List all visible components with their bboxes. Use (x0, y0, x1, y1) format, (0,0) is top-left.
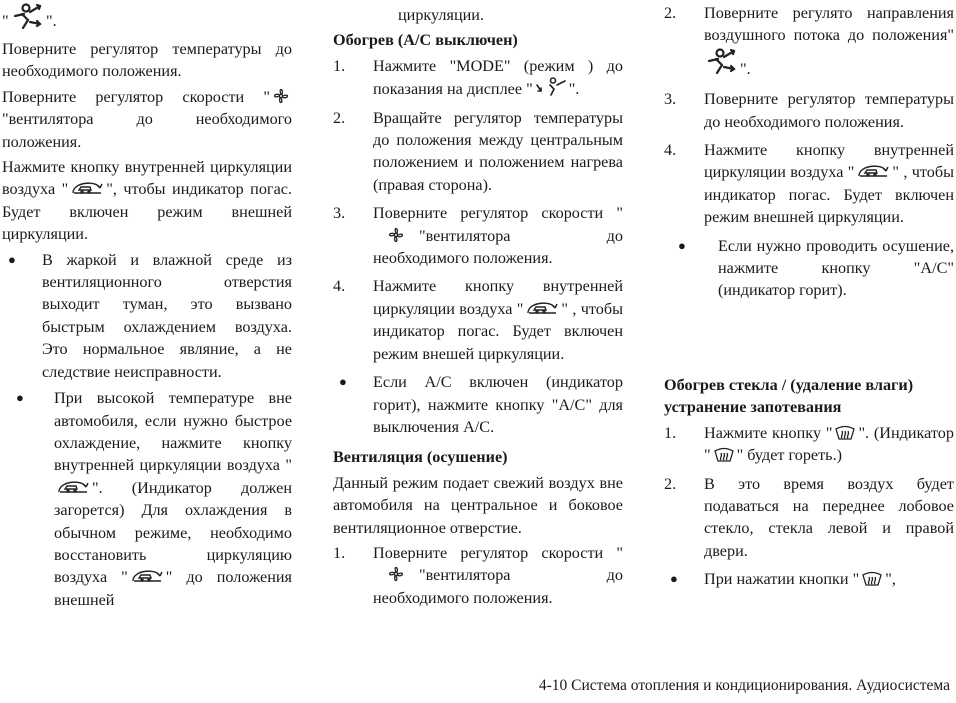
recirculation-icon (856, 162, 890, 180)
list-item (664, 422, 954, 467)
heading-ventilation: Вентиляция (осушение) (333, 448, 508, 467)
bullet-icon: ● (16, 390, 24, 406)
list-number: 2. (664, 474, 677, 493)
list-item (333, 371, 623, 438)
airflow-feet-icon (535, 77, 567, 97)
text: "вентилятора до необходимого положения. (2, 110, 292, 151)
list-number: 1. (333, 56, 346, 75)
list-item (664, 235, 954, 302)
fan-icon (272, 87, 290, 105)
bullet-icon: ● (8, 251, 16, 267)
list-number: 4. (333, 277, 346, 296)
text: "вентилятора до необходимого положения. (373, 226, 623, 268)
bullet-icon: ● (678, 237, 686, 253)
windshield-defrost-icon (713, 447, 735, 463)
list-item (333, 202, 623, 269)
paragraph-ventilation: Данный режим подает свежий воздух вне автомобиля на центральное и боковое вентиляционное отверстие. (333, 473, 623, 537)
bullet-icon: ● (670, 571, 678, 587)
text: " , чтобы индикатор погас. Будет включен режим внешей циркуляции. (373, 299, 623, 363)
page-footer: 4-10 Система отопления и кондиционирования. Аудиосистема (538, 677, 950, 694)
text: В жаркой и влажной среде из вентиляционного отверстия выходит туман, это вызвано быстрым охлаждением воздуха. Это нормальное являние, а не следствие неисправности. (42, 250, 292, 381)
airflow-face-feet-icon (706, 47, 738, 77)
text: При нажатии кнопки " (704, 570, 860, 589)
list-item (2, 387, 292, 611)
list-item (664, 473, 954, 563)
recirculation-icon (525, 299, 559, 317)
text: Нажмите кнопку " (704, 423, 833, 442)
recirculation-icon (56, 478, 90, 496)
list-number: 1. (333, 543, 346, 562)
list-item (333, 275, 623, 365)
recirculation-icon (130, 567, 164, 585)
text: Поверните регулятор скорости " (2, 87, 270, 106)
paragraph-recirc (2, 156, 292, 246)
text: " до положения внешней (54, 568, 292, 609)
text: Если A/C включен (индикатор горит), нажмите кнопку "A/C" для выключения A/C. (373, 373, 623, 436)
list-item (333, 107, 623, 197)
list-item (2, 249, 292, 383)
recirculation-icon (70, 179, 104, 197)
text: Поверните регулятор скорости " (373, 543, 623, 562)
text: ". (740, 59, 751, 78)
text: " , чтобы индикатор погас. Будет включен режим внешней циркуляции. (704, 163, 954, 227)
column-3 (664, 0, 954, 595)
list-item (664, 2, 954, 80)
icon-close-quote: ". (46, 12, 57, 30)
column-1: " ". Поверните регулятор температуры до необходимого положения. Поверните регулятор скорости " "вентилятора до необходимого положения. Нажмите кнопку внутренней циркуляции воздуха " ", чтобы индикатор погас. Будет включен режим внешней циркуляции. ● В жаркой и влажной среде из вентиляционного отверстия выходит туман, это вызвано быстрым охлаждением воздуха. Это нормальное являние, а не следствие неисправности. ● При высокой температуре вне автомобиля, если нужно быстрое охлаждение, нажмите кнопку внутренней циркуляции воздуха " ". (Индикатор должен загорется) Для охлаждения в обычном режиме, необходимо восстановить циркуляцию воздуха " " до положения внешней (2, 0, 292, 615)
text: В это время воздух будет подаваться на переднее лобовое стекло, стекла левой и правой двери. (704, 474, 954, 560)
text: Поверните регулятор температуры до необходимого положения. (704, 90, 954, 131)
text: При высокой температуре вне автомобиля, если нужно быстрое охлаждение, нажмите кнопку внутренней циркуляции воздуха " (54, 389, 292, 475)
list-item (664, 139, 954, 229)
text: Если нужно проводить осушение, нажмите кнопку "A/C" (индикатор горит). (718, 236, 954, 300)
text: "вентилятора до необходимого положения. (373, 566, 623, 607)
list-number: 2. (333, 108, 346, 127)
list-item (664, 568, 954, 590)
text: Вращайте регулятор температуры до положения между центральным положением и положением нагрева (правая сторона). (373, 108, 623, 194)
list-number: 3. (664, 90, 677, 109)
fan-icon (387, 565, 405, 583)
bullet-icon: ● (339, 374, 347, 390)
list-number: 1. (664, 423, 677, 442)
heading-defrost: Обогрев стекла / (удаление влаги) устранение запотевания (664, 375, 914, 417)
list-item (333, 542, 623, 609)
text: " будет гореть.) (736, 446, 843, 465)
text: Нажмите кнопку внутренней циркуляции воздуха " (2, 158, 292, 199)
text: ". (Индикатор " (704, 423, 954, 465)
heading-heating-ac-off: Обогрев (A/C выключен) (333, 31, 518, 50)
paragraph-temp: Поверните регулятор температуры до необходимого положения. (2, 40, 292, 81)
text: ", чтобы индикатор погас. Будет включен режим внешней циркуляции. (2, 180, 292, 244)
list-number: 4. (664, 141, 677, 160)
text: Нажмите кнопку внутренней циркуляции воздуха " (704, 141, 954, 182)
continued-text: циркуляции. (398, 6, 484, 24)
text: Нажмите кнопку внутренней циркуляции воздуха " (373, 277, 623, 318)
windshield-defrost-icon (834, 425, 856, 441)
airflow-face-feet-icon (12, 2, 44, 32)
text: ", (885, 570, 896, 589)
windshield-defrost-icon (861, 571, 883, 587)
list-item (664, 88, 954, 133)
list-number: 3. (333, 204, 346, 223)
text: Поверните регулятор скорости " (373, 204, 623, 223)
text: ". (Индикатор должен загорется) Для охлаждения в обычном режиме, необходимо восстановить циркуляцию воздуха " (54, 478, 292, 587)
list-number: 2. (664, 4, 677, 22)
text: ". (568, 80, 580, 99)
text: Поверните регулято направления воздушного потока до положения" (704, 4, 954, 45)
fan-icon (387, 226, 405, 244)
paragraph-fan (2, 86, 292, 153)
text: Нажмите "MODE" (режим ) до показания на дисплее " (373, 56, 623, 99)
list-item (333, 55, 623, 101)
column-2 (333, 0, 623, 615)
